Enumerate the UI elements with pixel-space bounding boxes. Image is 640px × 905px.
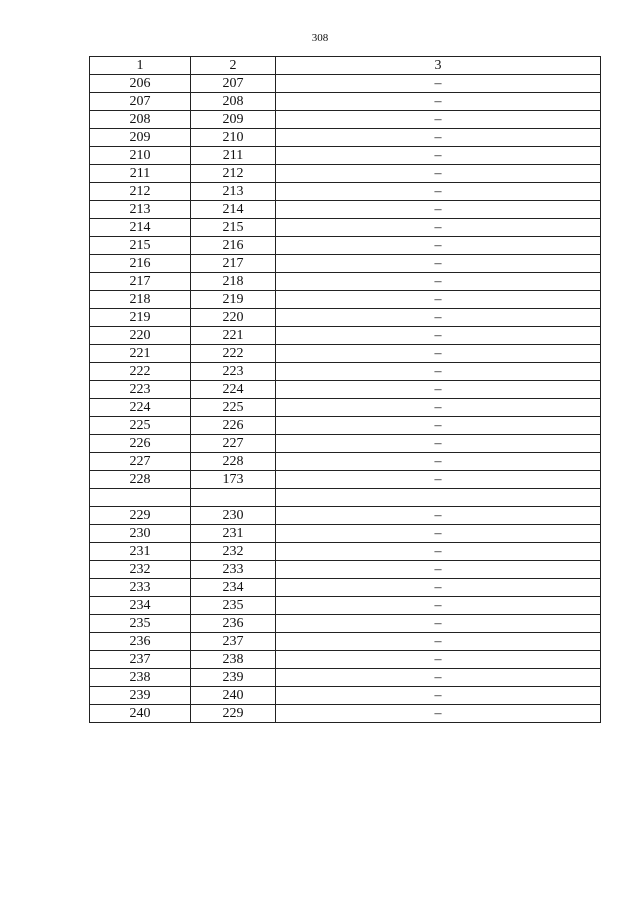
table-cell-col-1: 210 — [90, 147, 191, 165]
table-cell-col-2: 229 — [191, 705, 276, 723]
table-row — [90, 435, 601, 453]
table-cell-col-2: 238 — [191, 651, 276, 669]
table-cell-col-2: 228 — [191, 453, 276, 471]
table-row — [90, 111, 601, 129]
table-row — [90, 633, 601, 651]
table-cell-col-2: 232 — [191, 543, 276, 561]
table-cell-col-1: 221 — [90, 345, 191, 363]
table-cell-col-3 — [276, 489, 601, 507]
table-row — [90, 363, 601, 381]
table-cell-col-3: – — [276, 273, 601, 291]
table-row — [90, 579, 601, 597]
table-row — [90, 471, 601, 489]
table-cell-col-1: 226 — [90, 435, 191, 453]
table-row — [90, 75, 601, 93]
table-cell-col-2: 222 — [191, 345, 276, 363]
table-row — [90, 543, 601, 561]
table-cell-col-2: 214 — [191, 201, 276, 219]
table-cell-col-2: 209 — [191, 111, 276, 129]
table-row — [90, 399, 601, 417]
table-cell-col-1: 229 — [90, 507, 191, 525]
header-cell-col-1: 1 — [90, 57, 191, 75]
table-cell-col-2: 213 — [191, 183, 276, 201]
table-cell-col-1: 207 — [90, 93, 191, 111]
table-cell-col-1: 236 — [90, 633, 191, 651]
table-cell-col-1: 237 — [90, 651, 191, 669]
table-cell-col-1: 240 — [90, 705, 191, 723]
table-cell-col-3: – — [276, 435, 601, 453]
table-cell-col-1: 231 — [90, 543, 191, 561]
table-row — [90, 705, 601, 723]
table-cell-col-3: – — [276, 183, 601, 201]
table-row — [90, 615, 601, 633]
table-cell-col-3: – — [276, 561, 601, 579]
table-body — [90, 75, 601, 723]
table-cell-col-3: – — [276, 579, 601, 597]
table-cell-col-2: 223 — [191, 363, 276, 381]
table-cell-col-1: 235 — [90, 615, 191, 633]
table-cell-col-3: – — [276, 93, 601, 111]
table-row — [90, 201, 601, 219]
table-cell-col-2: 227 — [191, 435, 276, 453]
table-cell-col-3: – — [276, 219, 601, 237]
table-row — [90, 561, 601, 579]
table-cell-col-1: 208 — [90, 111, 191, 129]
table-cell-col-3: – — [276, 417, 601, 435]
table-row — [90, 453, 601, 471]
header-cell-col-3: 3 — [276, 57, 601, 75]
table-cell-col-2: 173 — [191, 471, 276, 489]
table-cell-col-2: 226 — [191, 417, 276, 435]
table-cell-col-3: – — [276, 381, 601, 399]
table-cell-col-2: 230 — [191, 507, 276, 525]
table-cell-col-3: – — [276, 201, 601, 219]
table-cell-col-3: – — [276, 687, 601, 705]
table-row — [90, 327, 601, 345]
table-cell-col-2: 210 — [191, 129, 276, 147]
table-cell-col-2: 217 — [191, 255, 276, 273]
table-row — [90, 273, 601, 291]
table-cell-col-2 — [191, 489, 276, 507]
table-cell-col-1: 212 — [90, 183, 191, 201]
table-row — [90, 525, 601, 543]
table-row — [90, 93, 601, 111]
table-cell-col-2: 218 — [191, 273, 276, 291]
table-row — [90, 237, 601, 255]
table-cell-col-2: 224 — [191, 381, 276, 399]
table-cell-col-3: – — [276, 543, 601, 561]
table-cell-col-1: 232 — [90, 561, 191, 579]
table-cell-col-2: 215 — [191, 219, 276, 237]
table-cell-col-3: – — [276, 471, 601, 489]
table-cell-col-1 — [90, 489, 191, 507]
table-cell-col-1: 223 — [90, 381, 191, 399]
table-cell-col-3: – — [276, 237, 601, 255]
table-cell-col-3: – — [276, 453, 601, 471]
table-cell-col-1: 211 — [90, 165, 191, 183]
table-cell-col-3: – — [276, 147, 601, 165]
table-row — [90, 507, 601, 525]
table-cell-col-1: 206 — [90, 75, 191, 93]
table-cell-col-2: 211 — [191, 147, 276, 165]
table-cell-col-3: – — [276, 615, 601, 633]
table-row — [90, 417, 601, 435]
table-row — [90, 129, 601, 147]
table-cell-col-3: – — [276, 399, 601, 417]
table-cell-col-1: 215 — [90, 237, 191, 255]
table-cell-col-3: – — [276, 597, 601, 615]
table-cell-col-1: 233 — [90, 579, 191, 597]
table-cell-col-1: 230 — [90, 525, 191, 543]
table-cell-col-3: – — [276, 327, 601, 345]
table-cell-col-1: 228 — [90, 471, 191, 489]
table-row — [90, 165, 601, 183]
table-row — [90, 651, 601, 669]
table-cell-col-2: 207 — [191, 75, 276, 93]
page-number: 308 — [311, 32, 329, 44]
table-cell-col-2: 212 — [191, 165, 276, 183]
table-header — [90, 57, 601, 75]
table-cell-col-1: 224 — [90, 399, 191, 417]
table-cell-col-1: 219 — [90, 309, 191, 327]
table-cell-col-3: – — [276, 633, 601, 651]
table-row — [90, 147, 601, 165]
table-row — [90, 219, 601, 237]
table-cell-col-2: 236 — [191, 615, 276, 633]
table-cell-col-2: 234 — [191, 579, 276, 597]
table-cell-col-3: – — [276, 165, 601, 183]
table-row — [90, 669, 601, 687]
table-row — [90, 597, 601, 615]
table-cell-col-3: – — [276, 651, 601, 669]
table-cell-col-1: 209 — [90, 129, 191, 147]
table-cell-col-1: 213 — [90, 201, 191, 219]
table-cell-col-2: 231 — [191, 525, 276, 543]
table-cell-col-3: – — [276, 129, 601, 147]
table-cell-col-2: 233 — [191, 561, 276, 579]
table-cell-col-1: 222 — [90, 363, 191, 381]
table-cell-col-2: 220 — [191, 309, 276, 327]
table-row — [90, 255, 601, 273]
table-cell-col-2: 221 — [191, 327, 276, 345]
header-cell-col-2: 2 — [191, 57, 276, 75]
table-cell-col-2: 216 — [191, 237, 276, 255]
table-cell-col-2: 239 — [191, 669, 276, 687]
table-cell-col-2: 235 — [191, 597, 276, 615]
table-cell-col-1: 214 — [90, 219, 191, 237]
table-cell-col-2: 225 — [191, 399, 276, 417]
table-cell-col-1: 234 — [90, 597, 191, 615]
table-cell-col-2: 240 — [191, 687, 276, 705]
table-row — [90, 381, 601, 399]
table-cell-col-3: – — [276, 525, 601, 543]
table-cell-col-3: – — [276, 291, 601, 309]
header-row — [90, 57, 601, 75]
table-cell-col-1: 218 — [90, 291, 191, 309]
table-cell-col-3: – — [276, 705, 601, 723]
table-row — [90, 687, 601, 705]
table-cell-col-3: – — [276, 255, 601, 273]
table-row — [90, 489, 601, 507]
table-cell-col-2: 208 — [191, 93, 276, 111]
table-cell-col-2: 219 — [191, 291, 276, 309]
table-cell-col-2: 237 — [191, 633, 276, 651]
table-cell-col-1: 239 — [90, 687, 191, 705]
table-cell-col-1: 220 — [90, 327, 191, 345]
table-cell-col-3: – — [276, 345, 601, 363]
table-cell-col-3: – — [276, 309, 601, 327]
table-cell-col-1: 227 — [90, 453, 191, 471]
table-row — [90, 183, 601, 201]
table-cell-col-1: 216 — [90, 255, 191, 273]
table-cell-col-1: 238 — [90, 669, 191, 687]
table-cell-col-1: 225 — [90, 417, 191, 435]
table-cell-col-3: – — [276, 111, 601, 129]
table-row — [90, 345, 601, 363]
table-row — [90, 291, 601, 309]
table-cell-col-3: – — [276, 669, 601, 687]
table-cell-col-1: 217 — [90, 273, 191, 291]
table-cell-col-3: – — [276, 507, 601, 525]
table-cell-col-3: – — [276, 363, 601, 381]
table-cell-col-3: – — [276, 75, 601, 93]
table-row — [90, 309, 601, 327]
data-table — [89, 56, 601, 723]
